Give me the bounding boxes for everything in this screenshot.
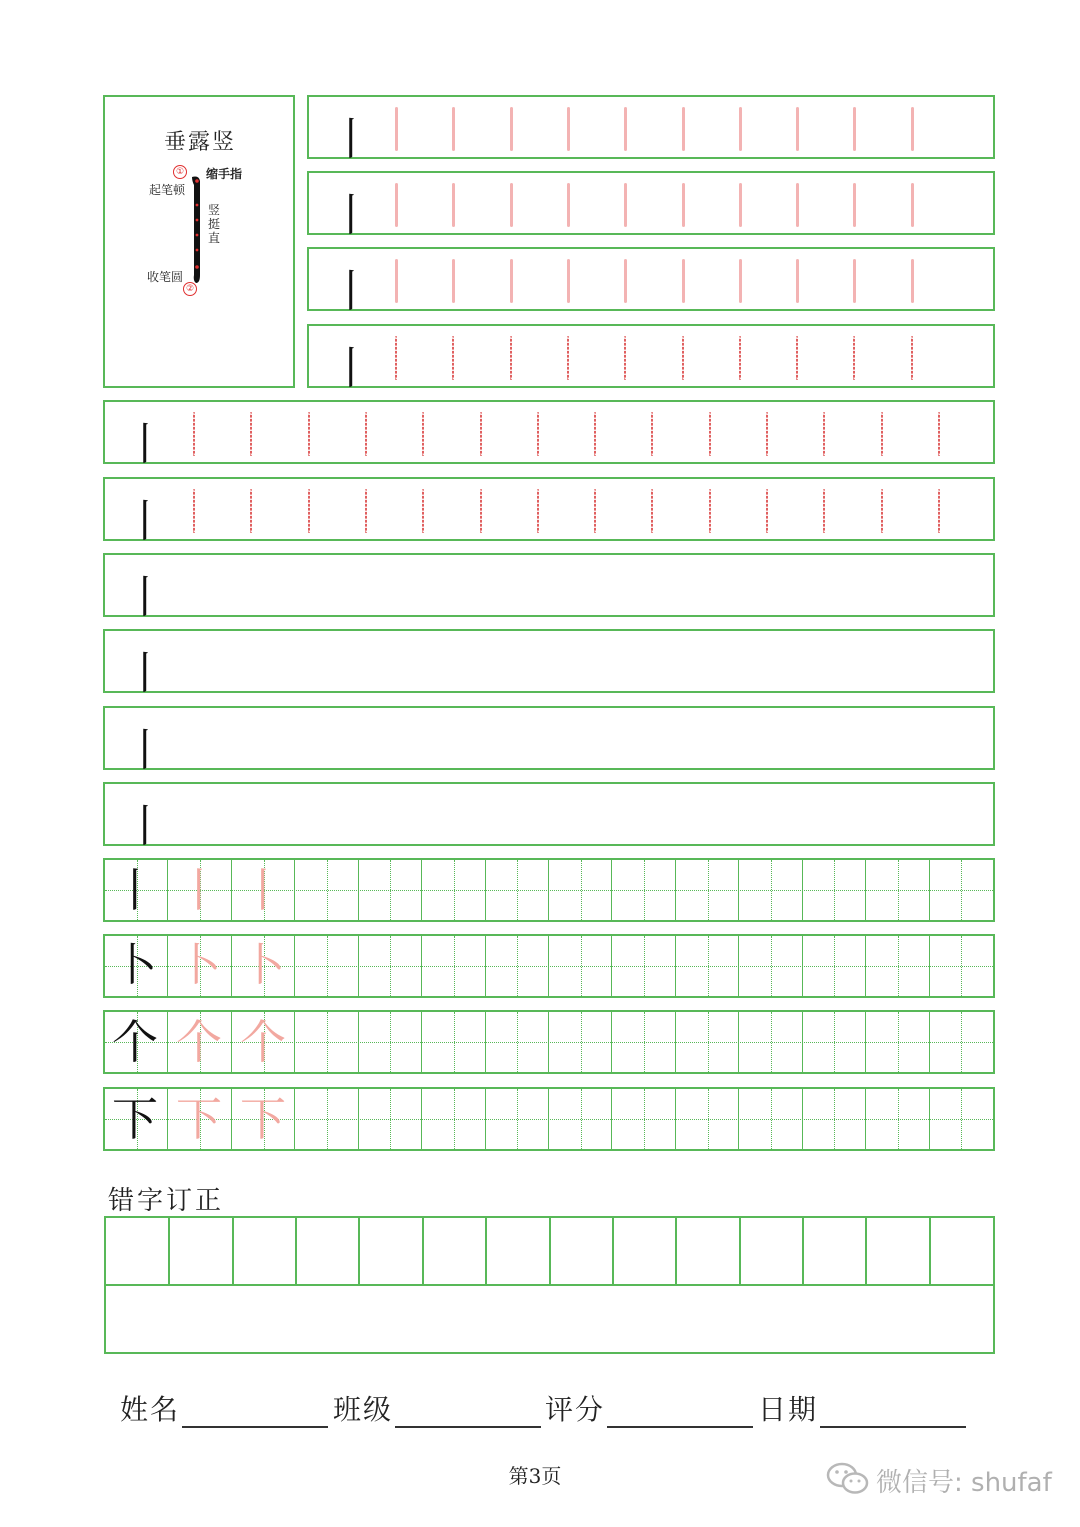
trace-stroke bbox=[567, 107, 570, 151]
correction-grid[interactable] bbox=[104, 1216, 995, 1286]
trace-stroke bbox=[766, 489, 768, 533]
trace-stroke bbox=[739, 336, 741, 380]
correction-cell-divider bbox=[865, 1218, 867, 1286]
trace-stroke bbox=[739, 183, 742, 227]
trace-stroke bbox=[651, 489, 653, 533]
class-field[interactable] bbox=[333, 1388, 541, 1428]
trace-stroke bbox=[395, 336, 397, 380]
trace-stroke bbox=[308, 412, 310, 456]
model-stroke: 丨 bbox=[123, 496, 167, 547]
model-stroke: 丨 bbox=[123, 572, 167, 623]
label-finger: 缩手指 bbox=[206, 167, 243, 181]
trace-char: 卜 bbox=[177, 940, 221, 991]
trace-stroke bbox=[422, 412, 424, 456]
model-stroke: 丨 bbox=[329, 343, 373, 394]
trace-char: 丨 bbox=[240, 863, 286, 917]
model-stroke: 丨 bbox=[123, 419, 167, 470]
trace-stroke bbox=[853, 107, 856, 151]
trace-stroke bbox=[395, 183, 398, 227]
correction-cell-divider bbox=[295, 1218, 297, 1286]
trace-stroke bbox=[594, 412, 596, 456]
correction-cell-divider bbox=[358, 1218, 360, 1286]
trace-stroke bbox=[682, 183, 685, 227]
trace-stroke bbox=[624, 183, 627, 227]
correction-cell-divider bbox=[612, 1218, 614, 1286]
trace-char: 卜 bbox=[241, 940, 285, 991]
correction-title: 错字订正 bbox=[108, 1186, 225, 1216]
class-input-line[interactable] bbox=[395, 1400, 541, 1428]
trace-stroke bbox=[766, 412, 768, 456]
trace-stroke bbox=[624, 259, 627, 303]
label-end-stroke: 收笔圆 bbox=[147, 270, 184, 284]
trace-stroke bbox=[567, 336, 569, 380]
watermark-text: 微信号: shufaf bbox=[876, 1468, 1052, 1498]
trace-char: 个 bbox=[176, 1015, 222, 1069]
trace-stroke bbox=[796, 107, 799, 151]
trace-stroke bbox=[853, 183, 856, 227]
trace-stroke bbox=[537, 489, 539, 533]
trace-stroke bbox=[682, 107, 685, 151]
stroke-row-2 bbox=[307, 171, 995, 241]
trace-stroke bbox=[739, 107, 742, 151]
trace-stroke bbox=[911, 183, 914, 227]
class-label: 班级 bbox=[333, 1393, 394, 1426]
trace-stroke bbox=[938, 412, 940, 456]
correction-cell-divider bbox=[739, 1218, 741, 1286]
trace-stroke bbox=[452, 183, 455, 227]
page-number: 第3页 bbox=[508, 1464, 562, 1488]
model-char-4: 下 bbox=[112, 1092, 158, 1146]
trace-stroke bbox=[911, 259, 914, 303]
correction-cell-divider bbox=[549, 1218, 551, 1286]
trace-stroke bbox=[452, 336, 454, 380]
trace-stroke bbox=[624, 107, 627, 151]
trace-stroke bbox=[193, 412, 195, 456]
correction-cell-divider bbox=[232, 1218, 234, 1286]
stroke-row-9[interactable] bbox=[103, 706, 995, 776]
correction-cell-divider bbox=[929, 1218, 931, 1286]
trace-stroke bbox=[682, 259, 685, 303]
stroke-row-8[interactable] bbox=[103, 629, 995, 699]
trace-stroke bbox=[480, 489, 482, 533]
date-input-line[interactable] bbox=[820, 1400, 966, 1428]
correction-answer-area[interactable] bbox=[104, 1284, 995, 1354]
trace-stroke bbox=[651, 412, 653, 456]
score-input-line[interactable] bbox=[607, 1400, 753, 1428]
stroke-row-1 bbox=[307, 95, 995, 165]
model-stroke: 丨 bbox=[329, 266, 373, 317]
trace-stroke bbox=[739, 259, 742, 303]
trace-stroke bbox=[796, 259, 799, 303]
model-stroke: 丨 bbox=[329, 190, 373, 241]
stroke-instruction-card bbox=[103, 95, 295, 388]
stroke-row-3 bbox=[307, 247, 995, 317]
trace-stroke bbox=[452, 259, 455, 303]
score-label: 评分 bbox=[545, 1393, 606, 1426]
correction-cell-divider bbox=[675, 1218, 677, 1286]
stroke-row-10[interactable] bbox=[103, 782, 995, 852]
model-char-3: 个 bbox=[112, 1015, 158, 1069]
trace-stroke bbox=[853, 259, 856, 303]
trace-stroke bbox=[567, 183, 570, 227]
trace-stroke bbox=[881, 412, 883, 456]
trace-stroke bbox=[823, 412, 825, 456]
trace-stroke bbox=[480, 412, 482, 456]
correction-cell-divider bbox=[168, 1218, 170, 1286]
trace-stroke bbox=[250, 489, 252, 533]
trace-stroke bbox=[594, 489, 596, 533]
trace-stroke bbox=[881, 489, 883, 533]
marker-one: ① bbox=[173, 165, 187, 179]
date-field[interactable] bbox=[758, 1388, 966, 1428]
trace-stroke bbox=[682, 336, 684, 380]
trace-stroke bbox=[624, 336, 626, 380]
correction-cell-divider bbox=[422, 1218, 424, 1286]
correction-cell-divider bbox=[485, 1218, 487, 1286]
stroke-row-6 bbox=[103, 477, 995, 547]
trace-stroke bbox=[911, 107, 914, 151]
name-field[interactable] bbox=[120, 1388, 328, 1428]
trace-char: 个 bbox=[240, 1015, 286, 1069]
model-char-2: 卜 bbox=[113, 940, 157, 991]
trace-stroke bbox=[510, 336, 512, 380]
marker-two: ② bbox=[183, 282, 197, 296]
stroke-row-4 bbox=[307, 324, 995, 394]
trace-stroke bbox=[938, 489, 940, 533]
wechat-icon bbox=[826, 1462, 870, 1496]
trace-stroke bbox=[395, 107, 398, 151]
trace-stroke bbox=[709, 412, 711, 456]
date-label: 日期 bbox=[758, 1393, 819, 1426]
trace-stroke bbox=[537, 412, 539, 456]
model-stroke: 丨 bbox=[123, 725, 167, 776]
correction-cell-divider bbox=[802, 1218, 804, 1286]
trace-char: 丨 bbox=[176, 863, 222, 917]
stroke-row-7[interactable] bbox=[103, 553, 995, 623]
trace-char: 下 bbox=[176, 1092, 222, 1146]
trace-stroke bbox=[193, 489, 195, 533]
model-stroke: 丨 bbox=[329, 114, 373, 165]
trace-stroke bbox=[395, 259, 398, 303]
model-stroke: 丨 bbox=[123, 648, 167, 699]
trace-stroke bbox=[365, 412, 367, 456]
trace-stroke bbox=[567, 259, 570, 303]
trace-stroke bbox=[510, 183, 513, 227]
trace-stroke bbox=[853, 336, 855, 380]
trace-stroke bbox=[250, 412, 252, 456]
trace-stroke bbox=[308, 489, 310, 533]
trace-char: 下 bbox=[240, 1092, 286, 1146]
trace-stroke bbox=[452, 107, 455, 151]
label-start-stroke: 起笔顿 bbox=[149, 183, 186, 197]
trace-stroke bbox=[365, 489, 367, 533]
trace-stroke bbox=[911, 336, 913, 380]
model-char-1: 丨 bbox=[112, 863, 158, 917]
name-label: 姓名 bbox=[120, 1393, 181, 1426]
trace-stroke bbox=[510, 107, 513, 151]
trace-stroke bbox=[709, 489, 711, 533]
trace-stroke bbox=[796, 336, 798, 380]
stroke-row-5 bbox=[103, 400, 995, 470]
label-straight: 竖挺直 bbox=[208, 203, 221, 245]
stroke-title: 垂露竖 bbox=[163, 130, 236, 155]
trace-stroke bbox=[796, 183, 799, 227]
model-stroke: 丨 bbox=[123, 801, 167, 852]
score-field[interactable] bbox=[545, 1388, 753, 1428]
trace-stroke bbox=[510, 259, 513, 303]
stroke-diagram-icon bbox=[189, 175, 209, 287]
trace-stroke bbox=[823, 489, 825, 533]
name-input-line[interactable] bbox=[182, 1400, 328, 1428]
trace-stroke bbox=[422, 489, 424, 533]
